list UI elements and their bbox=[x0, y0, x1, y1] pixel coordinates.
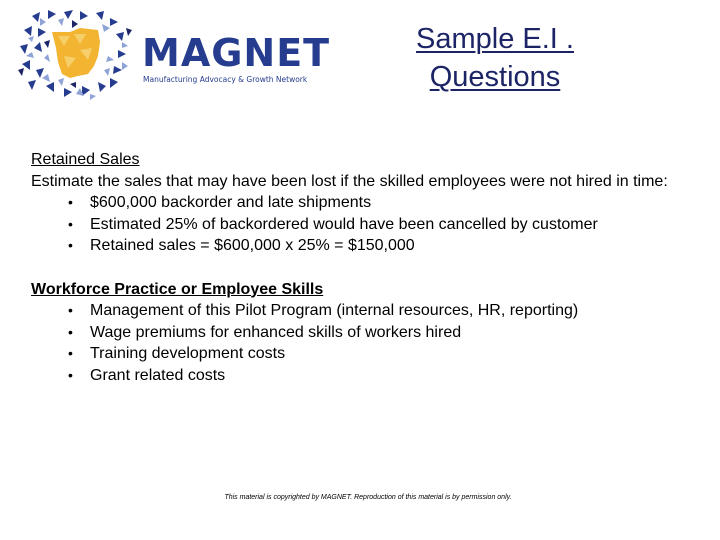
section-spacer bbox=[31, 257, 671, 279]
list-item: • Management of this Pilot Program (internal resources, HR, reporting) bbox=[31, 300, 671, 322]
list-item: • Estimated 25% of backordered would have been cancelled by customer bbox=[31, 214, 671, 236]
workforce-heading: Workforce Practice or Employee Skills bbox=[31, 280, 324, 298]
workforce-list bbox=[31, 300, 671, 386]
list-item: • Grant related costs bbox=[31, 365, 671, 387]
bullet-icon: • bbox=[68, 323, 73, 340]
slide-title bbox=[380, 20, 610, 96]
logo-tagline: Manufacturing Advocacy & Growth Network bbox=[143, 75, 308, 84]
ohio-triangle-mosaic-icon bbox=[18, 8, 138, 100]
list-item: • Retained sales = $600,000 x 25% = $150,000 bbox=[31, 235, 671, 257]
bullet-icon: • bbox=[68, 194, 73, 210]
bullet-icon: • bbox=[68, 215, 73, 232]
retained-sales-list bbox=[31, 192, 671, 257]
list-item: • Wage premiums for enhanced skills of workers hired bbox=[31, 322, 671, 344]
bullet-icon: • bbox=[68, 345, 73, 361]
bullet-icon: • bbox=[68, 366, 73, 383]
slide-body bbox=[31, 149, 671, 386]
magnet-logo bbox=[18, 8, 331, 100]
copyright-footer: This material is copyrighted by MAGNET. Reproduction of this material is by permission only. bbox=[224, 494, 512, 501]
slide-title-line-2: Questions bbox=[429, 61, 561, 93]
list-item: • Training development costs bbox=[31, 343, 671, 365]
list-item: • $600,000 backorder and late shipments bbox=[31, 192, 671, 214]
retained-sales-heading: Retained Sales bbox=[31, 151, 140, 168]
bullet-icon: • bbox=[68, 237, 73, 253]
retained-sales-intro: Estimate the sales that may have been lost if the skilled employees were not hired in time: bbox=[31, 172, 668, 190]
logo-wordmark: MAGNET bbox=[142, 31, 331, 75]
slide-title-line-1: Sample E.I . bbox=[416, 23, 574, 55]
bullet-icon: • bbox=[68, 302, 73, 318]
